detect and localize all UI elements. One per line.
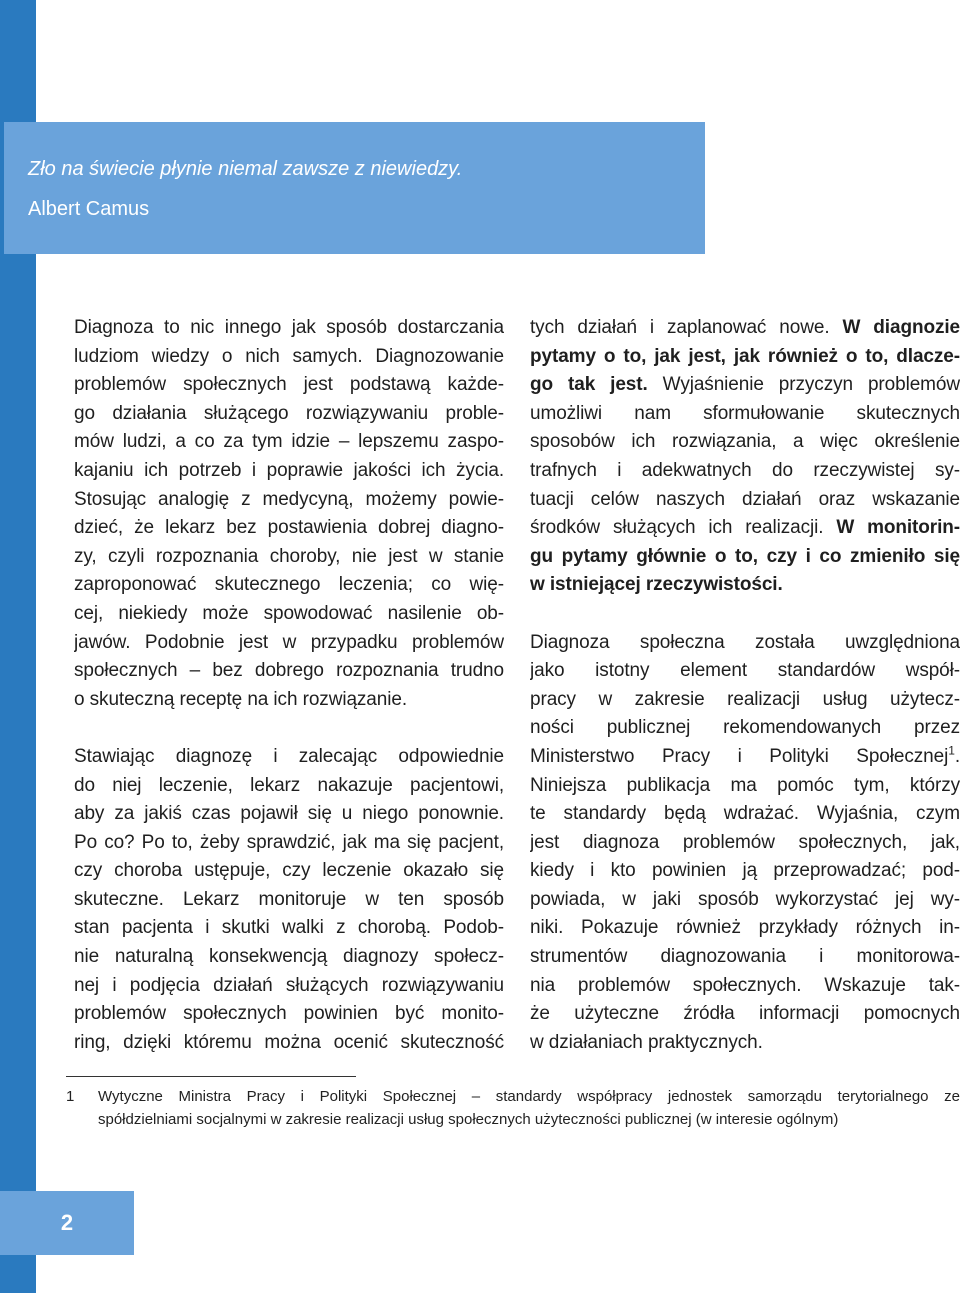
right-column bbox=[530, 314, 960, 1057]
paragraph-gap bbox=[74, 714, 504, 743]
text-line: umożliwi nam sformułowanie skutecznych bbox=[530, 402, 960, 424]
text-line: Diagnoza to nic innego jak sposób dostarczania bbox=[74, 317, 504, 338]
text-line: kajaniu ich potrzeb i poprawie jakości ich życia. bbox=[74, 459, 504, 481]
epigraph-author: Albert Camus bbox=[28, 198, 150, 220]
text-line: Stosując analogię z medycyną, możemy powie- bbox=[74, 488, 504, 510]
text-line: problemów społecznych jest podstawą każde- bbox=[74, 374, 504, 396]
text-line: tych działań i zaplanować nowe. W diagnozie bbox=[530, 317, 960, 338]
text-line: pracy w zakresie realizacji usług użytecz- bbox=[530, 688, 960, 710]
text-line: zy, czyli rozpoznania choroby, nie jest w stanie bbox=[74, 545, 504, 567]
text-line: Po co? Po to, żeby sprawdzić, jak ma się pacjent, bbox=[74, 831, 504, 853]
left-column bbox=[74, 314, 504, 1057]
text-line: Stawiając diagnozę i zalecając odpowiednie bbox=[74, 745, 504, 767]
text-line: strumentów diagnozowania i monitorowa- bbox=[530, 946, 960, 968]
footnote-text bbox=[98, 1085, 960, 1131]
page-number: 2 bbox=[60, 1210, 74, 1235]
epigraph-box bbox=[4, 122, 705, 254]
text-line: nia problemów społecznych. Wskazuje tak- bbox=[530, 974, 960, 996]
text-line: zaproponować skutecznego leczenia; co wię- bbox=[74, 574, 504, 596]
text-line: jawów. Podobnie jest w przypadku problemów bbox=[74, 631, 504, 653]
text-line: powiada, w jaki sposób wykorzystać jej wy- bbox=[530, 888, 960, 910]
text-line: go działania służącego rozwiązywaniu proble- bbox=[74, 402, 504, 424]
text-line: o skuteczną receptę na ich rozwiązanie. bbox=[74, 688, 408, 710]
footnote-number: 1 bbox=[66, 1088, 75, 1105]
text-line: Niniejsza publikacja ma pomóc tym, którzy bbox=[530, 774, 960, 796]
epigraph-text: Zło na świecie płynie niemal zawsze z niewiedzy. bbox=[28, 158, 463, 180]
footnote-line: Wytyczne Ministra Pracy i Polityki Społecznej – standardy współpracy jednostek samorządu terytorialnego ze bbox=[98, 1088, 960, 1105]
text-line: te standardy będą wdrażać. Wyjaśnia, czym bbox=[530, 803, 960, 825]
text-line: do niej leczenie, lekarz nakazuje pacjentowi, bbox=[74, 774, 504, 796]
page-number-box bbox=[0, 1191, 134, 1255]
text-line: skuteczne. Lekarz monitoruje w ten sposób bbox=[74, 888, 504, 910]
text-line: trafnych i adekwatnych do rzeczywistej sy- bbox=[530, 459, 960, 481]
text-line: stan pacjenta i skutki walki z chorobą. Podob- bbox=[74, 917, 504, 939]
text-line: czy choroba ustępuje, czy leczenie okazało się bbox=[74, 860, 504, 882]
text-line: kiedy i kto powinien ją przeprowadzać; pod- bbox=[530, 860, 960, 882]
text-line: ności publicznej rekomendowanych przez bbox=[530, 717, 960, 739]
text-line: mów ludzi, a co za tym idzie – lepszemu zaspo- bbox=[74, 431, 504, 453]
text-line: ring, dzięki któremu można ocenić skuteczność bbox=[74, 1031, 504, 1053]
text-line: tuacji celów naszych działań oraz wskazanie bbox=[530, 488, 960, 510]
text-line: aby za jakiś czas pojawił się u niego ponownie. bbox=[74, 803, 504, 825]
text-line: Diagnoza społeczna została uwzględniona bbox=[530, 631, 960, 653]
text-line: pytamy o to, jak jest, jak również o to, dlacze- bbox=[530, 345, 960, 367]
text-line: problemów społecznych powinien być monito- bbox=[74, 1003, 504, 1025]
text-line: go tak jest. Wyjaśnienie przyczyn problemów bbox=[530, 374, 960, 396]
text-line: nie naturalną konsekwencją diagnozy społecz- bbox=[74, 946, 504, 968]
text-line: gu pytamy głównie o to, czy i co zmieniło się bbox=[530, 545, 960, 567]
text-line: jako istotny element standardów współ- bbox=[530, 660, 960, 682]
text-line: ludziom wiedzy o nich samych. Diagnozowanie bbox=[74, 345, 504, 367]
text-line: w działaniach praktycznych. bbox=[530, 1031, 763, 1053]
text-line: dzieć, że lekarz bez postawienia dobrej diagno- bbox=[74, 517, 504, 539]
paragraph-gap bbox=[530, 600, 960, 629]
text-line: sposobów ich rozwiązania, a więc określenie bbox=[530, 431, 960, 453]
text-line: że użyteczne źródła informacji pomocnych bbox=[530, 1003, 960, 1025]
text-line: niki. Pokazuje również przykłady różnych in- bbox=[530, 917, 960, 939]
footnote-divider bbox=[66, 1076, 356, 1077]
text-line: społecznych – bez dobrego rozpoznania trudno bbox=[74, 660, 504, 682]
text-line: Ministerstwo Pracy i Polityki Społecznej$^1$. bbox=[530, 743, 960, 767]
text-line: środków służących ich realizacji. W monitorin- bbox=[530, 517, 960, 539]
footnote-line: spółdzielniami socjalnymi w zakresie realizacji usług społecznych użyteczności publicznej (w interesie ogólnym) bbox=[98, 1111, 839, 1128]
text-line: jest diagnoza problemów społecznych, jak, bbox=[530, 831, 960, 853]
footnote-reference[interactable]: 1 bbox=[948, 743, 955, 758]
text-line: w istniejącej rzeczywistości. bbox=[530, 574, 783, 596]
text-line: nej i podjęcia działań służących rozwiązywaniu bbox=[74, 974, 504, 996]
text-line: cej, niekiedy może spowodować nasilenie ob- bbox=[74, 602, 504, 624]
